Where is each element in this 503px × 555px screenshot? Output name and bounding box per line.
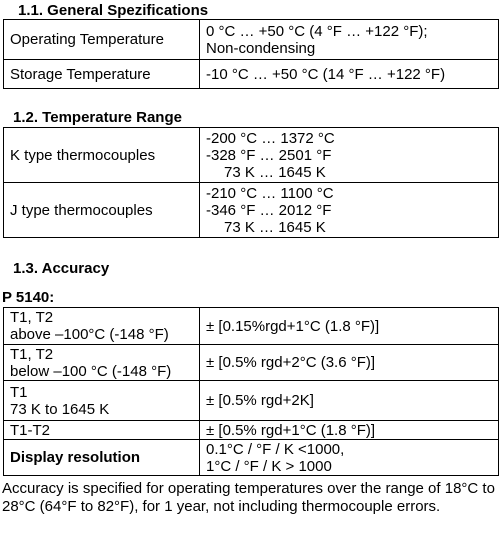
row-value: ± [0.5% rgd+2K] [200,381,499,421]
row-value: -200 °C … 1372 °C -328 °F … 2501 °F 73 K … 1645 K [200,128,499,183]
table-row [4,60,499,89]
table-row [4,381,499,421]
model-label: P 5140: [2,289,55,306]
row-value: ± [0.5% rgd+1°C (1.8 °F)] [200,421,499,440]
table-row [4,421,499,440]
table-row [4,128,499,183]
general-heading: 1.1. General Spezifications [18,2,209,19]
row-label: T1-T2 [4,421,200,440]
row-value: -10 °C … +50 °C (14 °F … +122 °F) [200,60,499,89]
row-label: Operating Temperature [4,20,200,60]
row-label: K type thermocouples [4,128,200,183]
table-row [4,183,499,238]
row-label: J type thermocouples [4,183,200,238]
row-label: T1 73 K to 1645 K [4,381,200,421]
row-label: Display resolution [4,440,200,476]
accuracy-heading: 1.3. Accuracy [13,260,110,277]
range-heading: 1.2. Temperature Range [13,109,182,126]
accuracy-spec-table [3,307,499,476]
range-spec-table [3,127,499,238]
table-row [4,20,499,60]
row-label: Storage Temperature [4,60,200,89]
table-row [4,440,499,476]
accuracy-note: Accuracy is specified for operating temperatures over the range of 18°C to 28°C (64°F to 82°F), for 1 year, not including thermocouple errors. [2,480,495,515]
table-row [4,345,499,381]
row-value: 0 °C … +50 °C (4 °F … +122 °F); Non-condensing [200,20,499,60]
row-label: T1, T2 below –100 °C (-148 °F) [4,345,200,381]
row-value: -210 °C … 1100 °C -346 °F … 2012 °F 73 K … 1645 K [200,183,499,238]
row-value: 0.1°C / °F / K <1000, 1°C / °F / K > 1000 [200,440,499,476]
table-row [4,308,499,345]
row-value: ± [0.15%rgd+1°C (1.8 °F)] [200,308,499,345]
general-spec-table [3,19,499,89]
row-value: ± [0.5% rgd+2°C (3.6 °F)] [200,345,499,381]
row-label: T1, T2 above –100°C (-148 °F) [4,308,200,345]
